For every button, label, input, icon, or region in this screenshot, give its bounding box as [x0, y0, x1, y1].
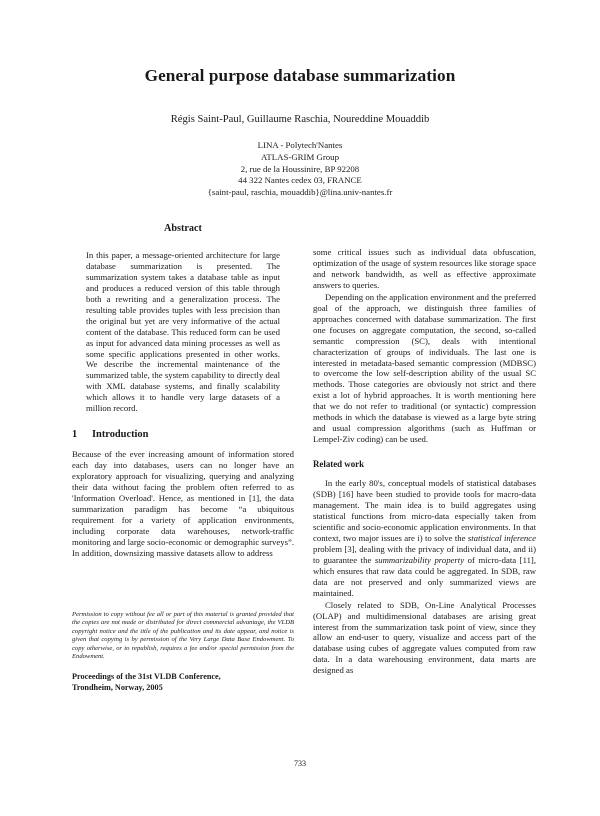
emphasis-statistical-inference: statistical inference	[467, 532, 536, 543]
affiliation-block	[0, 140, 600, 199]
abstract-text: In this paper, a message-oriented architecture for large database summarization is presented. The summarization system takes a database table as input and produces a reduced version of this table through both a rewriting and a generalization process. The resulting table provides tuples with less precision than the original but yet are very informative of the actual content of the database. This reduced form can be used as input for advanced data mining processes as well as some specific applications presented in other works. We describe the incremental maintenance of the summarized table, the system capability to directly deal with XML database systems, and finally scalability which allows it to handle very large datasets of a million record.	[86, 249, 280, 414]
left-column	[72, 224, 294, 559]
paper-authors: Régis Saint-Paul, Guillaume Raschia, Noureddine Mouaddib	[170, 114, 430, 125]
conference-line: Trondheim, Norway, 2005	[72, 682, 163, 692]
affiliation-line: 2, rue de la Houssinire, BP 92208	[240, 163, 360, 174]
subsection-heading-related-work: Related work	[313, 459, 365, 470]
affiliation-line: 44 322 Nantes cedex 03, FRANCE	[238, 175, 362, 186]
right-column	[313, 247, 536, 676]
section-title: Introduction	[92, 429, 149, 441]
right-paragraph-2: Depending on the application environment and the preferred goal of the approach, we distinguish three families of approaches concerned with database summarization. The first one focuses on aggregate computation, the second, so-called semantic compression (SC), deals with intentional characterization of groups of individuals. The last one is interested in metadata-based semantic compression (MDBSC) to overcome the low self-description ability of the usual SC methods. Those categories are obviously not strict and there exist a lot of hybrid approaches. It is worth mentioning here that we do not refer to traditional (or syntactic) compression methods in which the database is viewed as a large byte string and usual compression algorithms (such as Huffman or Lempel-Ziv coding) can be used.	[313, 291, 536, 445]
paper-title: General purpose database summarization	[144, 66, 456, 85]
right-paragraph-1: some critical issues such as individual data obfuscation, optimization of the usage of system resources like storage space and network bandwidth, as well as effective approximate answers to queries.	[313, 247, 536, 290]
abstract-heading: Abstract	[164, 223, 202, 234]
author-emails: {saint-paul, raschia, mouaddib}@lina.univ-nantes.fr	[207, 187, 393, 198]
emphasis-summarizability: summarizability property	[374, 554, 465, 565]
page-number: 733	[294, 759, 306, 768]
conference-note	[72, 672, 294, 693]
permission-footnote: Permission to copy without fee all or part of this material is granted provided that the copies are not made or distributed for direct commercial advantage, the VLDB copyright notice and the title of the publication and its date appear, and notice is given that copying is by permission of the Very Large Data Base Endowment. To copy otherwise, or to republish, requires a fee and/or special permission from the Endowment.	[72, 611, 294, 661]
conference-line: Proceedings of the 31st VLDB Conference,	[72, 672, 221, 681]
affiliation-line: LINA - Polytech'Nantes	[257, 140, 343, 150]
introduction-paragraph: Because of the ever increasing amount of information stored each day into databases, users can no longer have an exploratory approach for visualizing, querying and analyzing their data without facing the problem often referred to as 'Information Overload'. Hence, as mentioned in [1], the data summarization paradigm has become “a ubiquitous requirement for a variety of application environments, including corporate data warehouses, network-traffic monitoring and large socio-economic or demographic surveys”. In addition, downsizing massive datasets allow to address	[72, 449, 294, 558]
related-work-paragraph-2: Closely related to SDB, On-Line Analytical Processes (OLAP) and multidimensional databases are arising great interest from the summarization task point of view, since they allow an end-user to query, visualize and access part of the database using cubes of aggregate values computed from raw data. In a data warehousing environment, data marts are designed as	[313, 599, 536, 676]
section-number: 1	[72, 429, 78, 441]
affiliation-line: ATLAS-GRIM Group	[261, 151, 339, 162]
related-work-paragraph-1: In the early 80's, conceptual models of statistical databases (SDB) [16] have been studied to provide tools for macro-data management. The main idea is to build aggregates using statistical functions from micro-data especially taken from scientific and socio-economic application environments. In that context, two major issues are i) to solve the statistical inference problem [3], dealing with the privacy of individual data, and ii) to guarantee the summarizability property of micro-data [11], which ensures that raw data could be aggregated. In SDB, raw data are not preserved and only summarized views are maintained.	[313, 478, 536, 598]
section-heading-introduction	[72, 430, 294, 441]
